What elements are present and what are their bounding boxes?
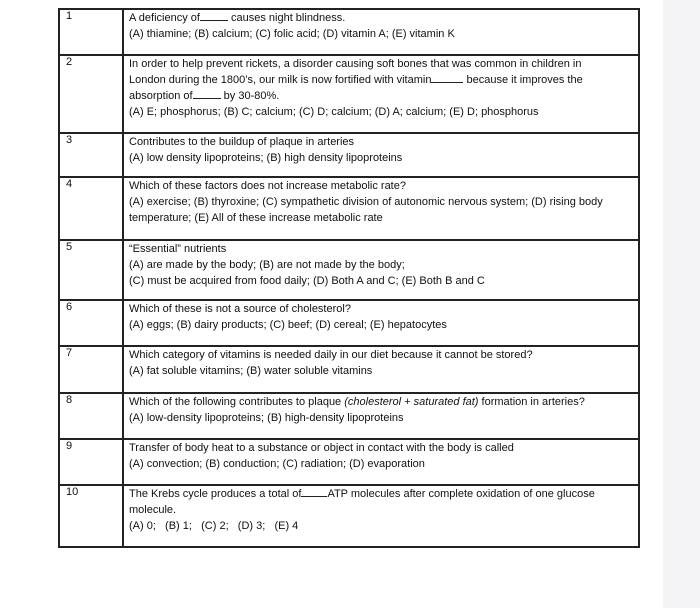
- question-body: [124, 10, 638, 54]
- question-stem-part: by 30-80%.: [220, 90, 280, 102]
- quiz-table: [58, 8, 640, 548]
- question-options: (A) are made by the body; (B) are not made by the body;: [129, 259, 405, 271]
- question-row-3: [60, 134, 638, 178]
- question-number: 7: [60, 347, 124, 392]
- question-body: [124, 394, 638, 438]
- question-row-7: [60, 347, 638, 394]
- question-number: 1: [60, 10, 124, 54]
- question-number: 5: [60, 241, 124, 299]
- question-row-8: [60, 394, 638, 440]
- question-stem-line: In order to help prevent rickets, a disorder causing soft bones that was common in children in: [129, 58, 582, 70]
- question-stem-part: molecule.: [129, 504, 177, 516]
- question-row-2: [60, 56, 638, 134]
- question-body: [124, 134, 638, 176]
- question-stem-emphasis: (cholesterol + saturated fat): [344, 396, 479, 408]
- question-body: [124, 178, 638, 239]
- question-stem: Transfer of body heat to a substance or object in contact with the body is called: [129, 442, 514, 454]
- question-body: [124, 241, 638, 299]
- question-options: (A) E; phosphorus; (B) C; calcium; (C) D; calcium; (D) A; calcium; (E) D; phosphorus: [129, 106, 539, 118]
- question-stem: Which of these factors does not increase metabolic rate?: [129, 180, 406, 192]
- question-body: [124, 301, 638, 345]
- question-stem-part: absorption of: [129, 90, 193, 102]
- question-body: [124, 440, 638, 484]
- question-body: [124, 347, 638, 392]
- question-options: (A) low-density lipoproteins; (B) high-density lipoproteins: [129, 412, 404, 424]
- question-options: (C) must be acquired from food daily; (D) Both A and C; (E) Both B and C: [129, 275, 485, 287]
- question-row-4: [60, 178, 638, 241]
- question-number: 8: [60, 394, 124, 438]
- question-number: 6: [60, 301, 124, 345]
- question-stem-part: London during the 1800’s, our milk is now fortified with vitamin: [129, 74, 432, 86]
- question-stem-part: A deficiency of: [129, 12, 200, 24]
- question-row-1: [60, 10, 638, 56]
- question-body: [124, 56, 638, 132]
- question-row-10: [60, 486, 638, 546]
- question-stem-part: The Krebs cycle produces a total of: [129, 488, 302, 500]
- question-stem-part: because it improves the: [463, 74, 583, 86]
- question-stem-part: formation in arteries?: [478, 396, 585, 408]
- question-stem: Which of these is not a source of cholesterol?: [129, 303, 351, 315]
- question-stem-part: causes night blindness.: [227, 12, 346, 24]
- question-options: temperature; (E) All of these increase metabolic rate: [129, 212, 383, 224]
- question-options: (A) convection; (B) conduction; (C) radiation; (D) evaporation: [129, 458, 425, 470]
- question-number: 3: [60, 134, 124, 176]
- question-options: (A) low density lipoproteins; (B) high density lipoproteins: [129, 152, 403, 164]
- question-number: 4: [60, 178, 124, 239]
- question-options: (A) 0; (B) 1; (C) 2; (D) 3; (E) 4: [129, 520, 299, 532]
- question-row-6: [60, 301, 638, 347]
- question-row-9: [60, 440, 638, 486]
- question-row-5: [60, 241, 638, 301]
- question-number: 10: [60, 486, 124, 546]
- answer-blank: [301, 486, 327, 497]
- question-stem: Which category of vitamins is needed daily in our diet because it cannot be stored?: [129, 349, 533, 361]
- question-options: (A) exercise; (B) thyroxine; (C) sympathetic division of autonomic nervous system; (D) rising body: [129, 196, 603, 208]
- page-margin-shade: [663, 0, 700, 608]
- question-stem: Contributes to the buildup of plaque in arteries: [129, 136, 355, 148]
- answer-blank: [193, 88, 221, 99]
- question-options: (A) fat soluble vitamins; (B) water soluble vitamins: [129, 365, 373, 377]
- question-number: 9: [60, 440, 124, 484]
- question-number: 2: [60, 56, 124, 132]
- question-stem: “Essential” nutrients: [129, 243, 227, 255]
- question-stem-part: ATP molecules after complete oxidation of one glucose: [327, 488, 595, 500]
- question-options: (A) eggs; (B) dairy products; (C) beef; (D) cereal; (E) hepatocytes: [129, 319, 447, 331]
- question-options: (A) thiamine; (B) calcium; (C) folic acid; (D) vitamin A; (E) vitamin K: [129, 28, 455, 40]
- answer-blank: [200, 10, 228, 21]
- question-body: [124, 486, 638, 546]
- answer-blank: [431, 72, 463, 83]
- question-stem-part: Which of the following contributes to plaque: [129, 396, 345, 408]
